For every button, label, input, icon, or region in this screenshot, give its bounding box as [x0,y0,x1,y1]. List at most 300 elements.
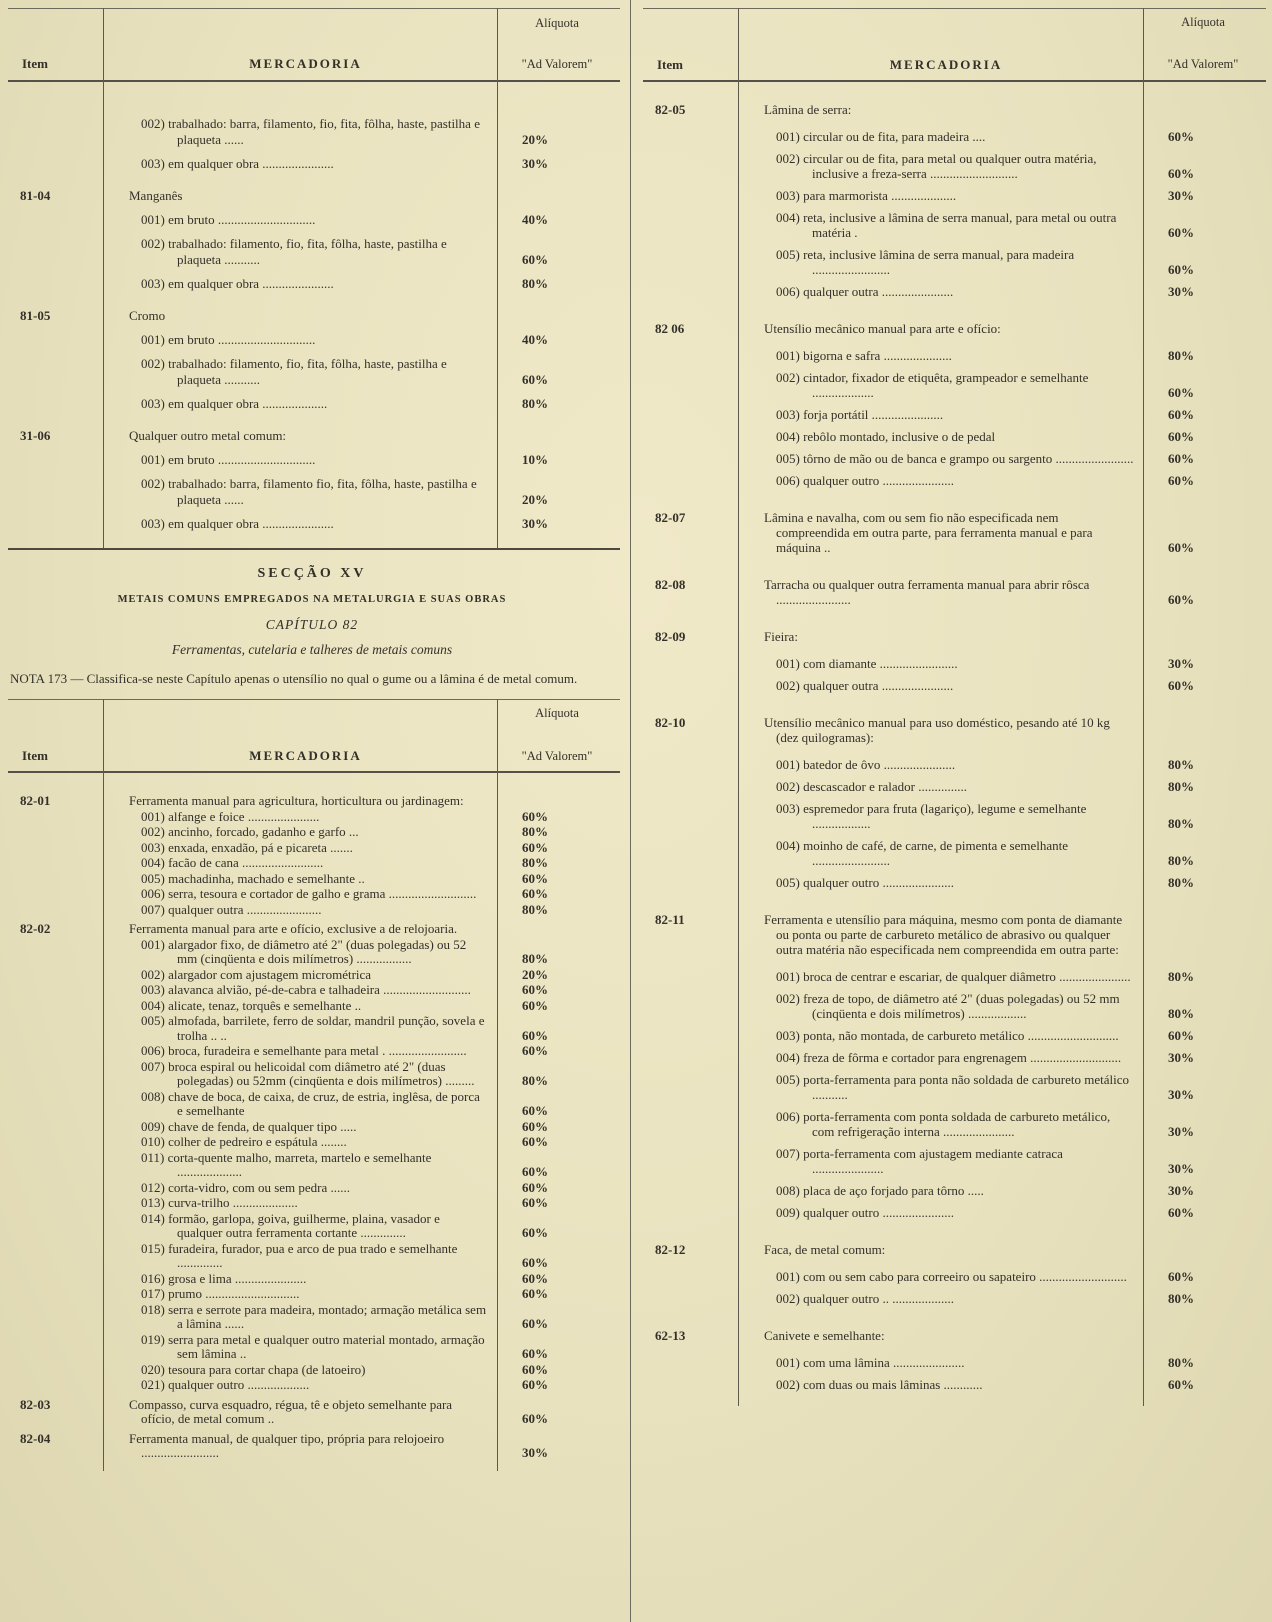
subitem-row [8,276,620,292]
item-code: 31-06 [20,428,51,443]
subitem-rate: 30% [1168,1183,1194,1198]
subitem-row [8,1120,620,1135]
item-code-empty [8,356,115,388]
item-code-empty [8,856,115,871]
item-code-empty [643,969,750,984]
item-code: 82-05 [655,102,686,117]
item-code-empty [8,516,115,532]
item-code-empty [8,452,115,468]
item-code-empty [643,1291,750,1306]
subitem-text: 014) formão, garlopa, goiva, guilherme, plaina, vasador e qualquer outra ferramenta cortante .............. [141,1210,440,1240]
subitem-rate: 60% [1168,429,1194,444]
subitem-rate: 60% [1168,129,1194,144]
tariff-group [643,321,1266,488]
right-column [630,0,1272,1622]
col-header-aliquota-line2: "Ad Valorem" [521,748,593,763]
group-title: Fieira: [764,629,798,644]
subitem-rate: 60% [1168,1205,1194,1220]
subitem-row [8,841,620,856]
group-row [643,510,1266,555]
tariff-group [8,428,620,532]
group-title: Ferramenta e utensílio para máquina, mesmo com ponta de diamante ou ponta ou parte de carbureto metálico de abrasivo ou qualquer outra matéria não especificada nem compreendida em outra parte: [764,912,1123,957]
group-rate [1144,629,1266,644]
item-code-empty [643,1109,750,1139]
item-code-empty [8,236,115,268]
subitem-text: 005) qualquer outro ...................... [776,875,955,890]
subitem-text: 003) para marmorista .................... [776,188,957,203]
item-code-empty [643,656,750,671]
subitem-row [643,801,1266,831]
group-title: Compasso, curva esquadro, régua, tê e objeto semelhante para ofício, de metal comum .. [129,1396,453,1426]
subitem-row [643,284,1266,299]
item-code-empty [8,1333,115,1362]
group-rate: 30% [522,1445,548,1460]
subitem-text: 007) qualquer outra ....................... [141,901,322,917]
subitem-row [8,396,620,412]
subitem-row [8,1181,620,1196]
subitem-rate: 80% [522,276,548,291]
subitem-row [8,356,620,388]
subitem-row [643,678,1266,693]
group-row [8,308,620,324]
subitem-text: 003) em qualquer obra ...................... [141,156,334,171]
item-code: 82-11 [655,912,685,927]
item-code-empty [8,1363,115,1378]
subitem-text: 005) almofada, barrilete, ferro de soldar, mandril punção, sovela e trolha .. .. [141,1013,485,1043]
subitem-rate: 20% [522,966,548,982]
subitem-text: 005) reta, inclusive lâmina de serra manual, para madeira ........................ [776,247,1075,277]
subitem-text: 002) trabalhado: filamento, fio, fita, fôlha, haste, pastilha e plaqueta ........... [141,356,447,387]
subitem-row [643,656,1266,671]
item-code-empty [8,999,115,1014]
subitem-rate: 80% [1168,779,1194,794]
subitem-rate: 80% [1168,757,1194,772]
subitem-row [643,991,1266,1021]
table-header [643,8,1266,82]
group-rate [498,308,620,324]
subitem-row [8,810,620,825]
group-row [8,428,620,444]
group-row [643,629,1266,644]
tariff-group [8,1398,620,1427]
subitem-row [643,1050,1266,1065]
tariff-group [643,1328,1266,1392]
subitem-row [643,188,1266,203]
subitem-text: 001) com uma lâmina ...................... [776,1355,965,1370]
item-code-empty [8,156,115,172]
group-title: Ferramenta manual para arte e ofício, exclusive a de relojoaria. [129,921,458,936]
subitem-rate: 30% [1168,284,1194,299]
subitem-row [8,938,620,967]
subitem-text: 002) trabalhado: filamento, fio, fita, fôlha, haste, pastilha e plaqueta ........... [141,236,447,267]
subitem-text: 003) em qualquer obra ...................... [141,276,334,291]
item-code-empty [8,1060,115,1089]
subitem-rate: 60% [522,252,548,267]
subitem-row [8,116,620,148]
subitem-text: 002) alargador com ajustagem micrométrica [141,966,372,982]
subitem-text: 006) porta-ferramenta com ponta soldada de carbureto metálico, com refrigeração interna ...................... [776,1109,1111,1139]
col-header-mercadoria: MERCADORIA [889,57,1003,72]
subitem-rate: 60% [522,808,548,824]
item-code-empty [643,188,750,203]
item-code: 82-09 [655,629,686,644]
subitem-row [8,516,620,532]
group-title: Cromo [129,308,166,323]
subitem-text: 001) circular ou de fita, para madeira .... [776,129,986,144]
subitem-row [8,1287,620,1302]
item-code-empty [643,151,750,181]
item-code-empty [643,1205,750,1220]
subitem-text: 004) moinho de café, de carne, de pimenta e semelhante ........................ [776,838,1069,868]
subitem-row [643,473,1266,488]
tariff-group [643,629,1266,693]
item-code: 82-02 [20,921,51,936]
col-header-aliquota-line1: Alíquota [535,16,579,30]
item-code-empty [8,276,115,292]
col-header-aliquota-line1: Alíquota [535,706,579,720]
subitem-rate: 60% [522,982,548,997]
group-title: Canivete e semelhante: [764,1328,885,1343]
subitem-row [8,1303,620,1332]
item-code-empty [8,841,115,856]
subitem-row [643,757,1266,772]
item-code-empty [643,407,750,422]
chapter-description: Ferramentas, cutelaria e talheres de metais comuns [171,642,453,657]
subitem-text: 016) grosa e lima ...................... [141,1270,307,1286]
group-row [643,715,1266,745]
col-header-mercadoria: MERCADORIA [249,56,362,71]
subitem-rate: 60% [522,1255,548,1270]
subitem-rate: 60% [1168,451,1194,466]
subitem-rate: 60% [522,372,548,387]
item-code-empty [8,872,115,887]
subitem-rate: 60% [522,1027,548,1043]
subitem-rate: 80% [1168,1355,1194,1370]
group-title: Qualquer outro metal comum: [129,428,287,443]
subitem-rate: 80% [1168,816,1194,831]
subitem-row [8,1212,620,1241]
subitem-row [8,1060,620,1089]
subitem-row [8,1090,620,1119]
group-rate: 60% [1168,592,1194,607]
tariff-group [8,188,620,292]
tariff-group [643,912,1266,1220]
subitem-text: 001) broca de centrar e escariar, de qualquer diâmetro ...................... [776,969,1131,984]
subitem-rate: 20% [522,492,548,507]
item-code: 82-04 [20,1430,51,1446]
item-code-empty [8,1151,115,1180]
subitem-row [8,968,620,983]
item-code-empty [643,1355,750,1370]
subitem-rate: 60% [522,1377,548,1392]
col-header-aliquota-line1: Alíquota [1181,15,1225,29]
group-rate [1144,102,1266,117]
subitem-row [8,887,620,902]
subitem-rate: 60% [522,1316,548,1331]
subitem-text: 001) em bruto .............................. [141,452,316,467]
subitem-rate: 80% [522,855,548,870]
subitem-text: 008) chave de boca, de caixa, de cruz, de estria, inglêsa, de porca e semelhante [141,1088,480,1118]
subitem-row [643,1377,1266,1392]
tariff-group [8,1432,620,1461]
group-title: Manganês [129,188,183,203]
subitem-row [643,370,1266,400]
subitem-text: 002) circular ou de fita, para metal ou qualquer outra matéria, inclusive a freza-serra ........................... [776,151,1097,181]
table-header [8,699,620,773]
item-code-empty [8,332,115,348]
subitem-text: 001) em bruto .............................. [141,212,316,227]
item-code: 82-03 [20,1396,51,1412]
item-code-empty [8,1272,115,1287]
subitem-text: 013) curva-trilho .................... [141,1195,298,1210]
group-row [8,1432,620,1461]
subitem-rate: 80% [1168,853,1194,868]
col-header-aliquota-line2: "Ad Valorem" [521,57,593,71]
item-code: 81-04 [20,188,51,203]
subitem-rate: 60% [1168,473,1194,488]
subitem-row [643,1355,1266,1370]
subitem-rate: 60% [1168,262,1194,277]
subitem-text: 010) colher de pedreiro e espátula ........ [141,1134,347,1149]
subitem-text: 003) em qualquer obra .................... [141,396,328,411]
item-code-empty [643,1269,750,1284]
item-code-empty [643,129,750,144]
subitem-row [8,1378,620,1393]
subitem-text: 001) bigorna e safra ..................... [776,348,952,363]
subitem-rate: 30% [1168,656,1194,671]
subitem-text: 004) reta, inclusive a lâmina de serra manual, para metal ou outra matéria . [776,210,1117,240]
group-rate [1144,1328,1266,1343]
subitem-row [8,1151,620,1180]
subitem-row [8,1196,620,1211]
subitem-text: 006) serra, tesoura e cortador de galho e grama ........................... [141,886,477,901]
subitem-rate: 30% [1168,1161,1194,1176]
subitem-rate: 30% [1168,188,1194,203]
subitem-rate: 30% [1168,1124,1194,1139]
item-code: 82-01 [20,793,51,808]
subitem-text: 002) ancinho, forcado, gadanho e garfo ... [141,824,359,839]
subitem-text: 017) prumo ............................. [141,1286,300,1301]
subitem-text: 001) com diamante ........................ [776,656,958,671]
subitem-row [8,903,620,918]
chapter-note: NOTA 173 — Classifica-se neste Capítulo apenas o utensílio no qual o gume ou a lâmina é de metal comum. [10,671,578,686]
subitem-rate: 80% [522,951,548,966]
subitem-row [643,451,1266,466]
item-code-empty [8,887,115,902]
subitem-rate: 60% [522,1164,548,1179]
item-code-empty [8,825,115,840]
group-title: Utensílio mecânico manual para arte e ofício: [764,321,1001,336]
item-code-empty [8,212,115,228]
group-title: Lâmina de serra: [764,102,852,117]
col-header-aliquota [494,704,620,766]
subitem-text: 008) placa de aço forjado para tôrno ..... [776,1183,984,1198]
subitem-rate: 60% [522,839,548,855]
tariff-table-tools [8,699,620,1471]
subitem-text: 004) freza de fôrma e cortador para engrenagem ............................ [776,1050,1122,1065]
subitem-row [643,838,1266,868]
item-code-empty [643,991,750,1021]
subitem-text: 004) alicate, tenaz, torquês e semelhante .. [141,997,362,1013]
group-title: Utensílio mecânico manual para uso doméstico, pesando até 10 kg (dez quilogramas): [764,715,1110,745]
subitem-row [8,212,620,228]
item-code-empty [8,1303,115,1332]
subitem-text: 006) qualquer outra ...................... [776,284,954,299]
col-header-aliquota [494,13,620,75]
item-code-empty [8,1135,115,1150]
subitem-rate: 40% [522,332,548,347]
subitem-row [643,1109,1266,1139]
subitem-rate: 80% [522,901,548,917]
subitem-rate: 80% [1168,969,1194,984]
subitem-text: 003) espremedor para fruta (lagariço), legume e semelhante .................. [776,801,1087,831]
subitem-row [8,476,620,508]
col-header-item: Item [22,747,48,763]
subitem-rate: 80% [1168,1006,1194,1021]
group-row [8,922,620,937]
table-body [8,82,620,532]
col-header-item: Item [22,56,48,71]
subitem-text: 011) corta-quente malho, marreta, martelo e semelhante .................... [141,1149,432,1179]
subitem-row [643,1205,1266,1220]
item-code: 82 06 [655,321,685,336]
subitem-text: 002) descascador e ralador ............... [776,779,967,794]
item-code-empty [643,801,750,831]
item-code-empty [8,476,115,508]
subitem-rate: 60% [522,1346,548,1361]
subitem-row [8,825,620,840]
group-rate: 60% [1168,540,1194,555]
subitem-rate: 80% [522,1073,548,1088]
item-code-empty [643,1028,750,1043]
subitem-text: 009) chave de fenda, de qualquer tipo ..... [141,1118,357,1134]
item-code-empty [643,779,750,794]
item-code: 81-05 [20,308,51,323]
subitem-row [643,210,1266,240]
group-row [8,1398,620,1427]
subitem-text: 001) alargador fixo, de diâmetro até 2" (duas polegadas) ou 52 mm (cinqüenta e dois milímetros) ................. [141,936,467,966]
subitem-rate: 60% [522,870,548,886]
subitem-row [643,779,1266,794]
table-body [8,773,620,1471]
subitem-row [643,969,1266,984]
col-header-aliquota-line2: "Ad Valorem" [1167,57,1239,71]
subitem-text: 005) tôrno de mão ou de banca e grampo ou sargento ........................ [776,451,1134,466]
subitem-row [643,348,1266,363]
subitem-row [8,1044,620,1059]
item-code-empty [8,1120,115,1135]
subitem-rate: 60% [1168,385,1194,400]
subitem-rate: 60% [522,1043,548,1058]
subitem-row [8,983,620,998]
item-code-empty [8,1212,115,1241]
subitem-row [643,1183,1266,1198]
subitem-rate: 80% [522,396,548,411]
item-code-empty [643,348,750,363]
subitem-row [8,872,620,887]
subitem-text: 001) alfange e foice ...................... [141,808,320,824]
subitem-rate: 60% [522,1179,548,1195]
subitem-row [8,1135,620,1150]
chapter-title: CAPÍTULO 82 [265,617,359,632]
item-code-empty [8,810,115,825]
item-code-empty [643,1183,750,1198]
item-code-empty [8,1044,115,1059]
subitem-rate: 80% [1168,348,1194,363]
group-rate: 60% [522,1411,548,1426]
subitem-text: 001) em bruto .............................. [141,332,316,347]
subitem-text: 003) ponta, não montada, de carbureto metálico ............................ [776,1028,1119,1043]
item-code-empty [8,1090,115,1119]
subitem-rate: 60% [1168,166,1194,181]
group-title: Ferramenta manual, de qualquer tipo, própria para relojoeiro ........................ [129,1430,445,1460]
group-row [643,577,1266,607]
subitem-text: 020) tesoura para cortar chapa (de latoeiro) [141,1361,366,1377]
tariff-group [8,922,620,1393]
item-code-empty [643,757,750,772]
subitem-rate: 60% [1168,1377,1194,1392]
group-title: Ferramenta manual para agricultura, horticultura ou jardinagem: [129,793,464,808]
group-rate [498,794,620,809]
subitem-text: 019) serra para metal e qualquer outro material montado, armação sem lâmina .. [141,1331,485,1361]
group-row [643,102,1266,117]
subitem-row [643,407,1266,422]
tariff-group [8,308,620,412]
subitem-text: 002) freza de topo, de diâmetro até 2" (duas polegadas) ou 52 mm (cinqüenta e dois milímetros) .................. [776,991,1120,1021]
subitem-text: 001) com ou sem cabo para correeiro ou sapateiro ........................... [776,1269,1127,1284]
subitem-text: 005) machadinha, machado e semelhante .. [141,870,365,886]
table-header [8,8,620,82]
item-code-empty [643,370,750,400]
subitem-rate: 30% [522,516,548,531]
item-code-empty [8,396,115,412]
section-xv-break [8,548,620,699]
subitem-rate: 80% [1168,1291,1194,1306]
item-code-empty [643,1377,750,1392]
subitem-row [8,856,620,871]
item-code-empty [643,1050,750,1065]
subitem-rate: 60% [522,1103,548,1118]
subitem-row [8,332,620,348]
item-code-empty [643,473,750,488]
subitem-row [8,1014,620,1043]
subitem-text: 007) broca espiral ou helicoidal com diâmetro até 2" (duas polegadas) ou 52mm (cinqüenta e dois milímetros) ......... [141,1058,475,1088]
item-code-empty [8,1287,115,1302]
subitem-row [8,1333,620,1362]
tariff-group [643,102,1266,299]
item-code-empty [643,210,750,240]
subitem-text: 006) qualquer outro ...................... [776,473,955,488]
subitem-row [643,1269,1266,1284]
item-code-empty [8,983,115,998]
subitem-row [643,1146,1266,1176]
subitem-text: 018) serra e serrote para madeira, montado; armação metálica sem a lâmina ...... [141,1301,487,1331]
subitem-rate: 60% [522,1270,548,1286]
subitem-row [643,129,1266,144]
subitem-text: 003) forja portátil ...................... [776,407,944,422]
group-row [643,1328,1266,1343]
subitem-row [643,1028,1266,1043]
subitem-row [8,156,620,172]
subitem-text: 004) rebôlo montado, inclusive o de pedal [776,429,996,444]
group-rate [1144,912,1266,957]
tariff-group [8,794,620,917]
item-code-empty [8,1181,115,1196]
subitem-text: 015) furadeira, furador, pua e arco de pua trado e semelhante .............. [141,1240,458,1270]
subitem-row [8,999,620,1014]
subitem-rate: 60% [522,1195,548,1210]
item-code: 82-08 [655,577,686,592]
